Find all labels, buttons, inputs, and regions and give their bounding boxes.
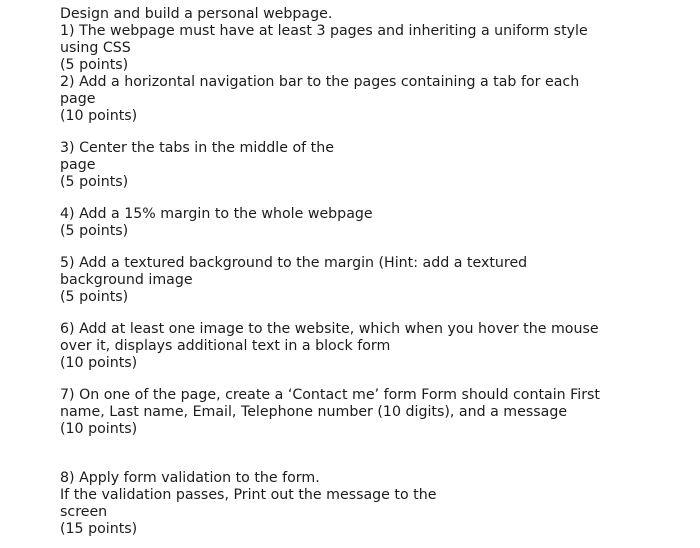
requirement-text-line: screen bbox=[60, 504, 108, 520]
requirement-points: (5 points) bbox=[60, 223, 129, 239]
requirement-item-1 bbox=[60, 23, 680, 74]
requirement-text-line: 8) Apply form validation to the form. bbox=[60, 470, 320, 486]
requirement-text-line: background image bbox=[60, 272, 193, 288]
requirement-text-line: page bbox=[60, 91, 96, 107]
requirement-points: (10 points) bbox=[60, 421, 138, 437]
requirement-points: (5 points) bbox=[60, 57, 129, 73]
spacer bbox=[60, 191, 680, 206]
requirement-points: (5 points) bbox=[60, 174, 129, 190]
requirement-text-line: 7) On one of the page, create a ‘Contact me’ form Form should contain First bbox=[60, 387, 600, 403]
requirement-text-line: page bbox=[60, 157, 96, 173]
requirement-item-3 bbox=[60, 140, 680, 191]
spacer bbox=[60, 372, 680, 387]
requirement-item-8 bbox=[60, 470, 680, 538]
spacer bbox=[60, 438, 680, 470]
requirement-text-line: using CSS bbox=[60, 40, 131, 56]
requirement-item-6 bbox=[60, 321, 680, 372]
spacer bbox=[60, 125, 680, 140]
requirement-text-line: If the validation passes, Print out the message to the bbox=[60, 487, 437, 503]
requirement-item-7 bbox=[60, 387, 680, 438]
requirement-item-4 bbox=[60, 206, 680, 240]
requirement-item-2 bbox=[60, 74, 680, 125]
requirement-text-line: 5) Add a textured background to the margin (Hint: add a textured bbox=[60, 255, 528, 271]
assignment-document bbox=[60, 6, 680, 538]
requirement-text-line: 3) Center the tabs in the middle of the bbox=[60, 140, 334, 156]
requirement-text-line: 6) Add at least one image to the website, which when you hover the mouse bbox=[60, 321, 599, 337]
spacer bbox=[60, 240, 680, 255]
document-heading: Design and build a personal webpage. bbox=[60, 6, 333, 22]
requirement-text-line: 4) Add a 15% margin to the whole webpage bbox=[60, 206, 373, 222]
spacer bbox=[60, 306, 680, 321]
requirement-points: (10 points) bbox=[60, 355, 138, 371]
requirement-text-line: 2) Add a horizontal navigation bar to the pages containing a tab for each bbox=[60, 74, 580, 90]
requirement-points: (10 points) bbox=[60, 108, 138, 124]
requirement-points: (15 points) bbox=[60, 521, 138, 537]
requirement-item-5 bbox=[60, 255, 680, 306]
requirement-text-line: name, Last name, Email, Telephone number (10 digits), and a message bbox=[60, 404, 568, 420]
requirement-points: (5 points) bbox=[60, 289, 129, 305]
requirement-text-line: over it, displays additional text in a block form bbox=[60, 338, 391, 354]
requirement-text-line: 1) The webpage must have at least 3 pages and inheriting a uniform style bbox=[60, 23, 588, 39]
